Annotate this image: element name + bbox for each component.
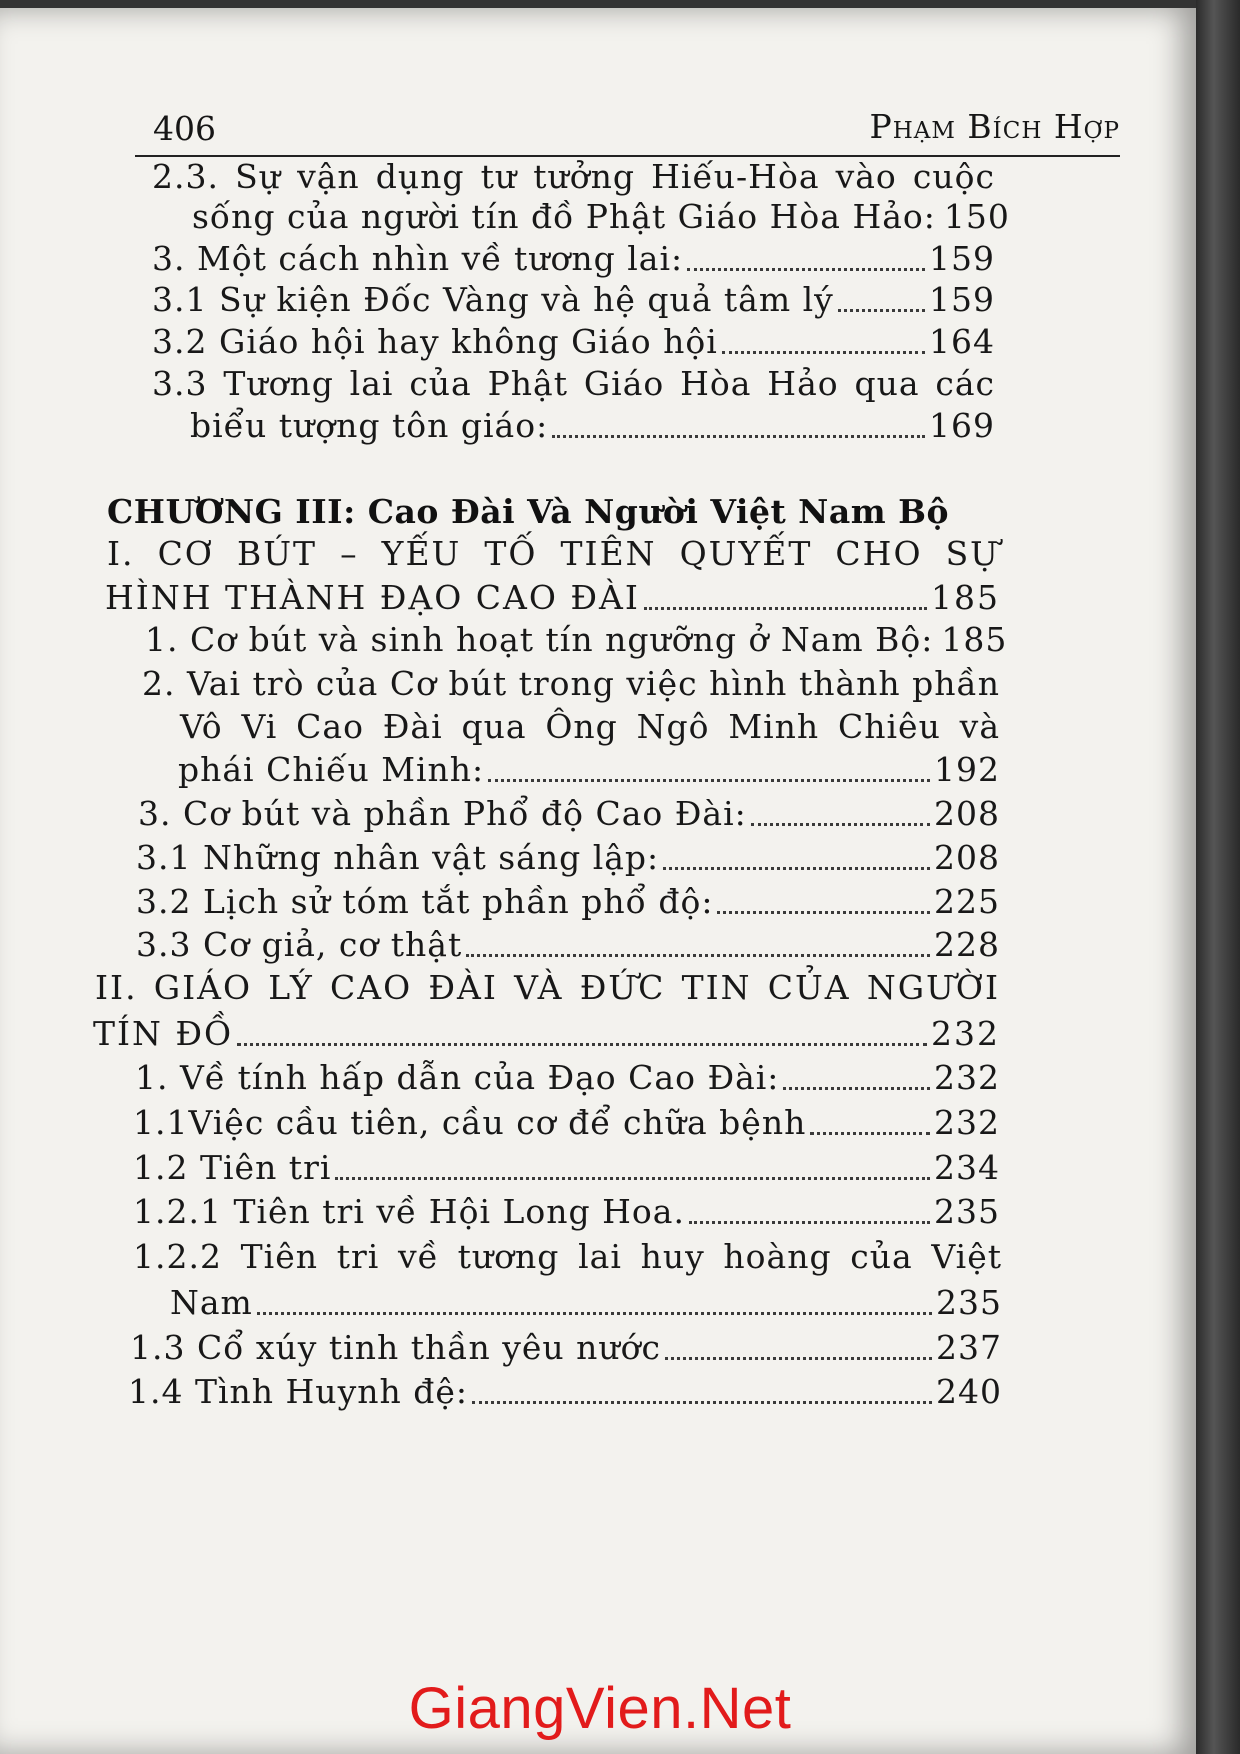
toc-page-number: 235 [934,1192,1000,1231]
toc-entry-I-2 [178,748,1000,792]
dot-leader [810,1132,930,1135]
dot-leader [687,268,925,271]
toc-page-number: 237 [936,1328,1002,1367]
toc-page-number: 228 [934,925,1000,964]
toc-entry-text: 3.3 Cơ giả, cơ thật [136,925,463,964]
toc-page-number: 208 [934,794,1000,833]
toc-entry-I-1 [145,618,1008,662]
toc-entry-text: biểu tượng tôn giáo: [190,406,549,445]
toc-page-number: 232 [934,1103,1000,1142]
toc-entry-text: TÍN ĐỒ [93,1014,234,1053]
dot-leader [257,1312,932,1315]
toc-page-number: 164 [929,322,995,361]
toc-entry-2-3-line1: 2.3. Sự vận dụng tư tưởng Hiếu-Hòa vào cuộc [152,157,995,196]
dot-leader [552,435,925,438]
toc-page-number: 169 [929,406,995,445]
toc-entry-II-1-4 [128,1370,1002,1414]
toc-entry-text: 1.4 Tình Huynh đệ: [128,1372,468,1411]
toc-entry-text: sống của người tín đồ Phật Giáo Hòa Hảo: [192,197,936,236]
toc-page-number: 185 [941,620,1008,659]
toc-entry-text: 3.2 Giáo hội hay không Giáo hội [152,322,718,361]
toc-entry-II-1 [135,1056,1000,1100]
toc-entry-I-3-2 [136,880,1000,924]
dot-leader [717,911,930,914]
dot-leader [838,309,925,312]
toc-entry-text: Nam [170,1283,253,1322]
dot-leader [335,1177,930,1180]
toc-entry-II-1-2 [133,1146,1000,1190]
dot-leader [783,1087,930,1090]
toc-entry-II-1-2-2 [170,1281,1002,1325]
toc-entry-text: 3. Một cách nhìn về tương lai: [152,239,684,278]
toc-entry-text: 1.1Việc cầu tiên, cầu cơ để chữa bệnh [133,1103,807,1142]
toc-entry-text: 1.3 Cổ xúy tinh thần yêu nước [130,1328,661,1367]
toc-page-number: 192 [934,750,1000,789]
dot-leader [689,1221,930,1224]
toc-entry-3-2 [152,320,995,364]
toc-entry-2-3 [192,195,1010,239]
toc-page-number: 232 [931,1014,1000,1053]
chapter-heading: CHƯƠNG III: Cao Đài Và Người Việt Nam Bộ [107,492,950,531]
toc-entry-II-1-3 [130,1326,1002,1370]
toc-entry-I-3-1 [136,836,1000,880]
toc-entry-II-1-1 [133,1101,1000,1145]
toc-section-II [93,1012,1000,1056]
toc-entry-I-3-3 [136,923,1000,967]
toc-entry-text: 1. Về tính hấp dẫn của Đạo Cao Đài: [135,1058,780,1097]
toc-entry-II-1-2-2-line1: 1.2.2 Tiên tri về tương lai huy hoàng của Việt [133,1237,1002,1276]
toc-page-number: 208 [934,838,1000,877]
dot-leader [237,1043,927,1046]
dot-leader [751,823,930,826]
toc-entry-text: 1.2 Tiên tri [133,1148,332,1187]
toc-page-number: 234 [934,1148,1000,1187]
toc-entry-I-2-line2: Vô Vi Cao Đài qua Ông Ngô Minh Chiêu và [180,707,1000,746]
toc-entry-3-3-line1: 3.3 Tương lai của Phật Giáo Hòa Hảo qua các [152,364,995,403]
section-II-line1: II. GIÁO LÝ CAO ĐÀI VÀ ĐỨC TIN CỦA NGƯỜI [95,968,1000,1007]
toc-entry-text: 1.2.1 Tiên tri về Hội Long Hoa. [133,1192,685,1231]
toc-page-number: 159 [929,280,995,319]
toc-page-number: 225 [934,882,1000,921]
toc-page-number: 240 [936,1372,1002,1411]
dot-leader [644,607,927,610]
toc-entry-text: 3.2 Lịch sử tóm tắt phần phổ độ: [136,882,714,921]
dot-leader [663,867,930,870]
toc-section-I [105,576,1000,620]
dot-leader [472,1401,932,1404]
toc-entry-text: 3.1 Những nhân vật sáng lập: [136,838,660,877]
watermark-text: GiangVien.Net [408,1676,792,1741]
toc-entry-3-3 [190,404,995,448]
toc-entry-3 [152,237,995,281]
toc-page-number: 232 [934,1058,1000,1097]
toc-entry-3-1 [152,278,995,322]
page-number: 406 [153,109,216,148]
dot-leader [466,954,930,957]
toc-entry-text: 3. Cơ bút và phần Phổ độ Cao Đài: [138,794,747,833]
toc-page-number: 159 [929,239,995,278]
toc-page-number: 235 [936,1283,1002,1322]
dot-leader [665,1357,932,1360]
toc-entry-text: 3.1 Sự kiện Đốc Vàng và hệ quả tâm lý [152,280,834,319]
section-I-line1: I. CƠ BÚT – YẾU TỐ TIÊN QUYẾT CHO SỰ [107,534,1000,573]
running-head: Phạm Bích Hợp [869,107,1120,146]
toc-entry-text: phái Chiếu Minh: [178,750,485,789]
toc-entry-text: 1. Cơ bút và sinh hoạt tín ngưỡng ở Nam Bộ: [145,620,934,659]
toc-entry-II-1-2-1 [133,1190,1000,1234]
toc-entry-I-2-line1: 2. Vai trò của Cơ bút trong việc hình thành phần [142,664,1000,703]
toc-page-number: 150 [943,197,1010,236]
toc-page-number: 185 [931,578,1000,617]
toc-entry-text: HÌNH THÀNH ĐẠO CAO ĐÀI [105,578,640,617]
dot-leader [488,779,930,782]
dot-leader [722,351,925,354]
toc-entry-I-3 [138,792,1000,836]
